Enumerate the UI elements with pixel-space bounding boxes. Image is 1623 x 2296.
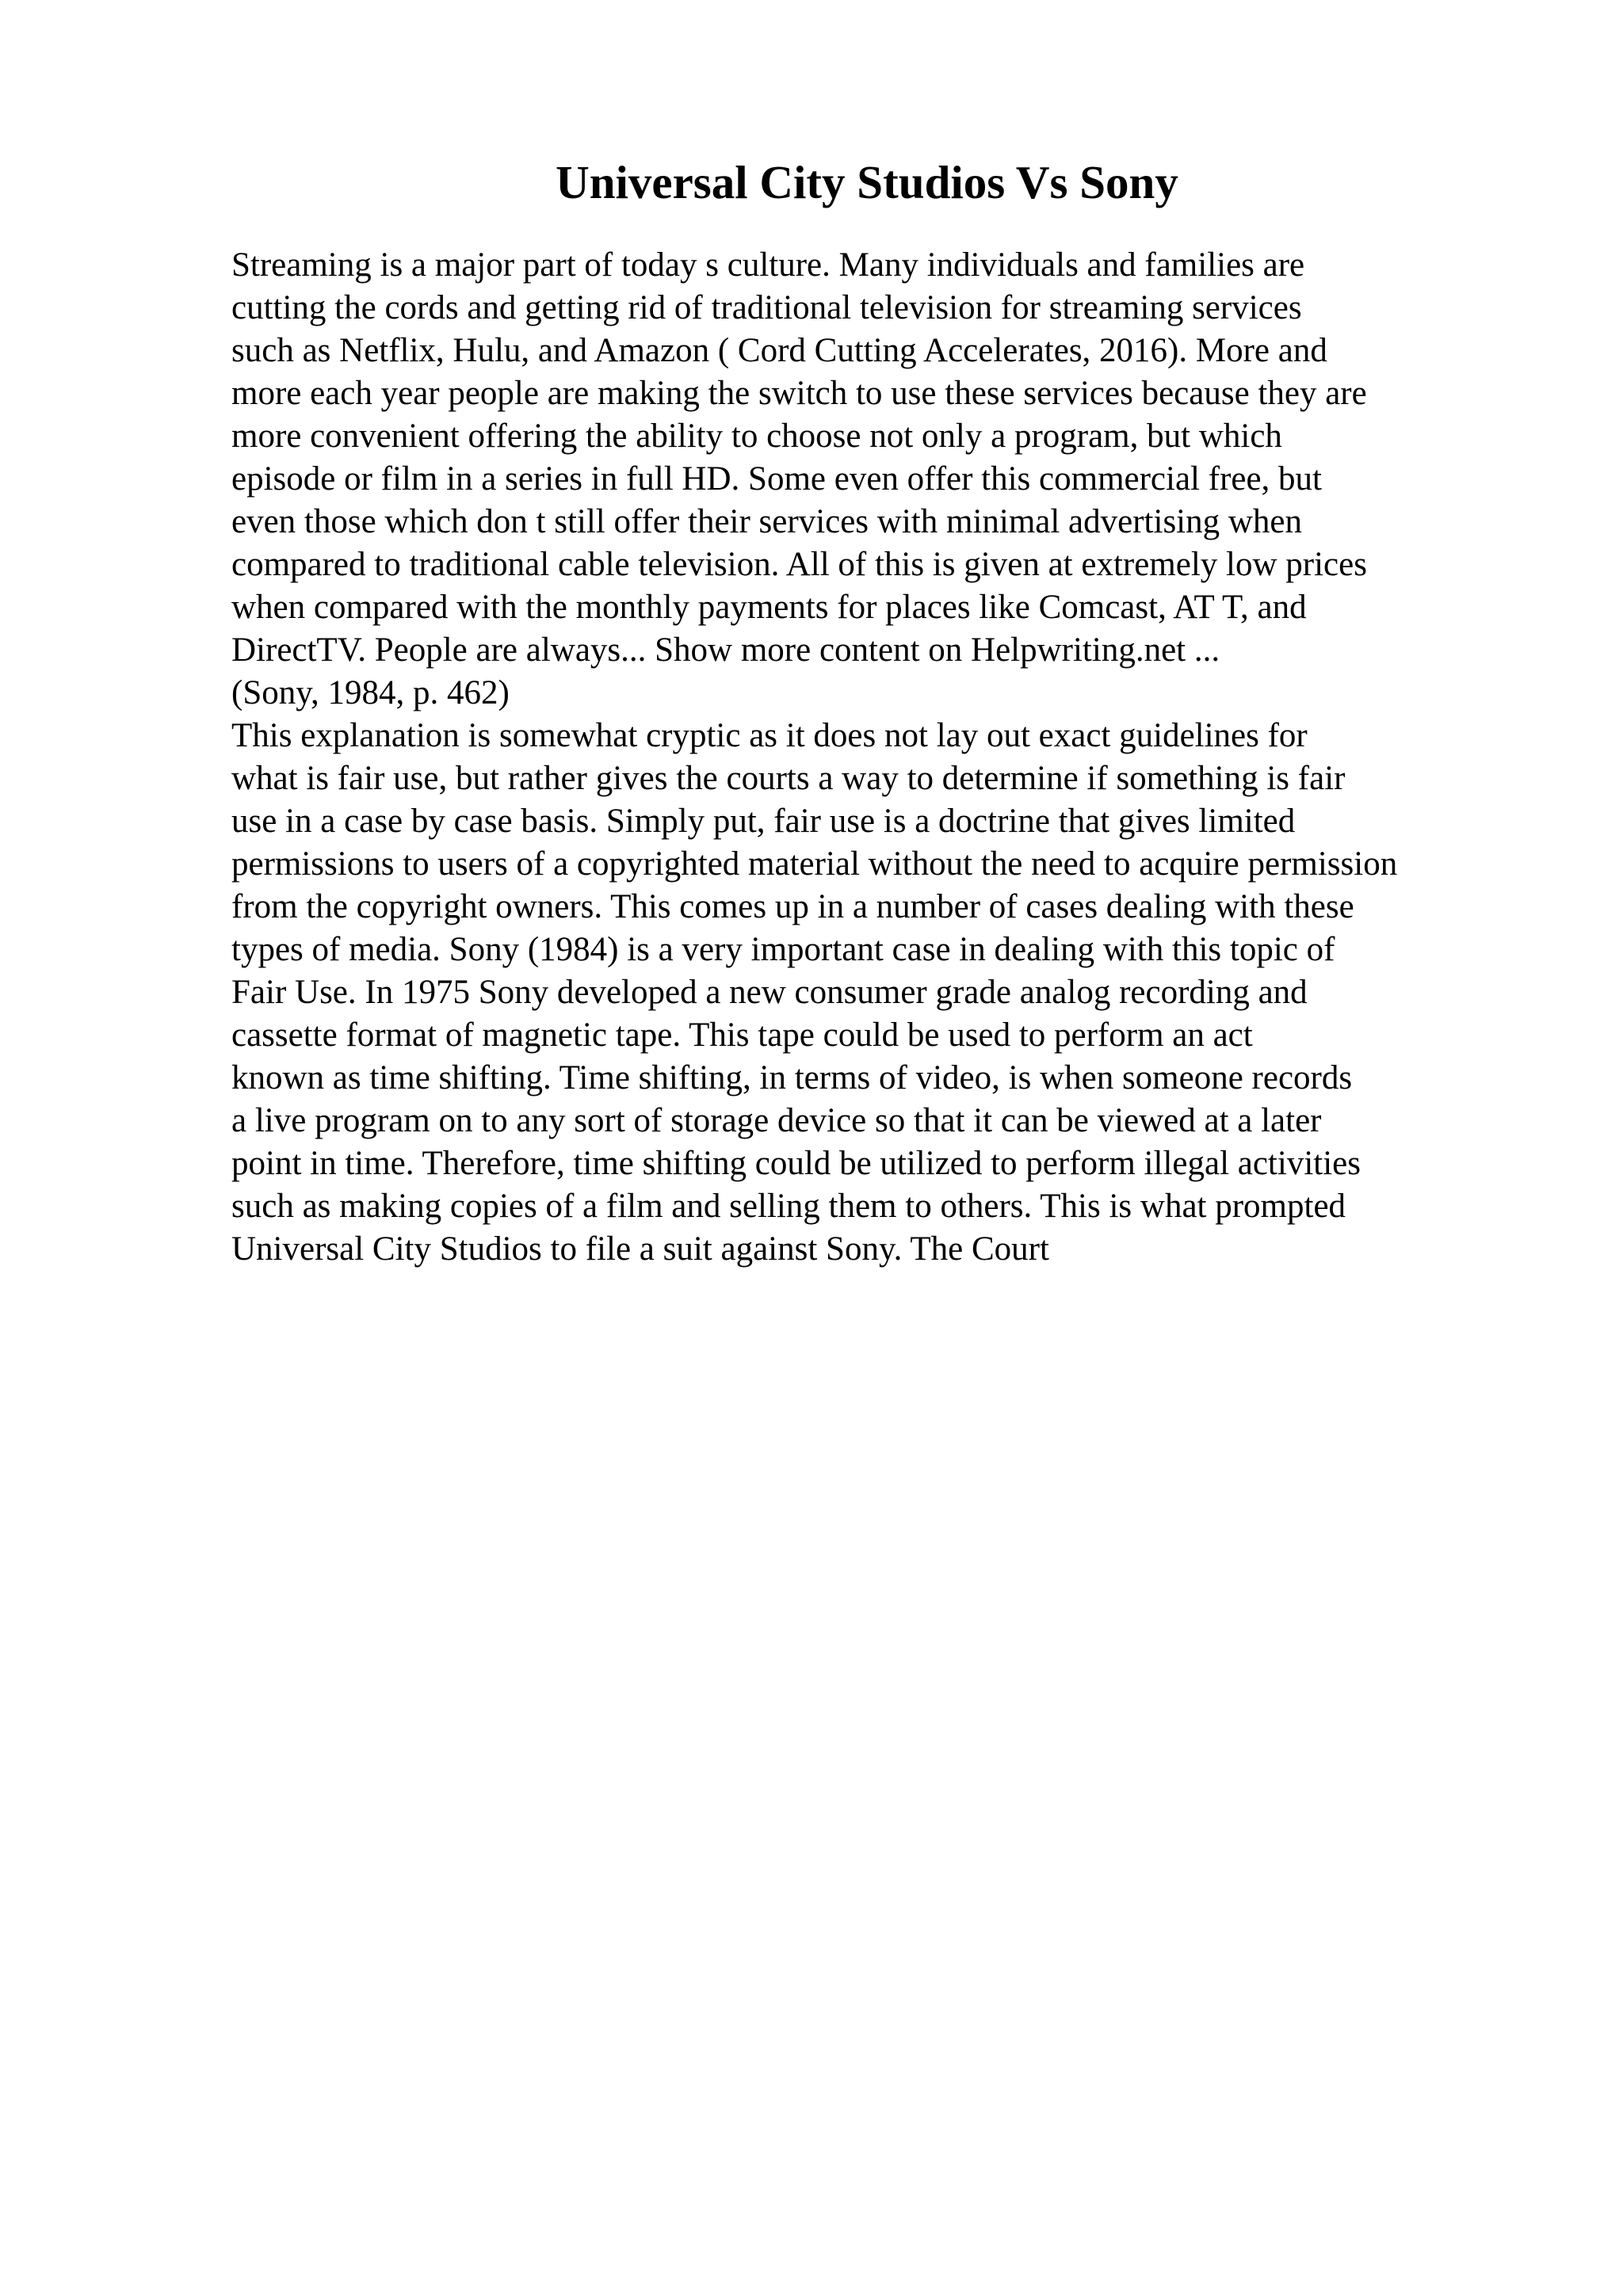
body-line: even those which don t still offer their services with minimal advertising when bbox=[231, 503, 1303, 540]
body-line: compared to traditional cable television. All of this is given at extremely low prices bbox=[231, 546, 1367, 583]
body-line: cutting the cords and getting rid of traditional television for streaming services bbox=[231, 289, 1302, 326]
body-line: when compared with the monthly payments for places like Comcast, AT T, and bbox=[231, 589, 1307, 626]
body-line: DirectTV. People are always... Show more content on Helpwriting.net ... bbox=[231, 631, 1220, 669]
body-line: episode or film in a series in full HD. Some even offer this commercial free, but bbox=[231, 460, 1322, 498]
citation-line: (Sony, 1984, p. 462) bbox=[231, 674, 510, 711]
document-title: Universal City Studios Vs Sony bbox=[556, 156, 1178, 208]
body-line: Universal City Studios to file a suit against Sony. The Court bbox=[231, 1230, 1049, 1268]
body-line: Streaming is a major part of today s culture. Many individuals and families are bbox=[231, 246, 1305, 284]
body-line: Fair Use. In 1975 Sony developed a new consumer grade analog recording and bbox=[231, 974, 1308, 1011]
body-line: such as making copies of a film and selling them to others. This is what prompted bbox=[231, 1188, 1346, 1225]
body-line: such as Netflix, Hulu, and Amazon ( Cord Cutting Accelerates, 2016). More and bbox=[231, 332, 1327, 369]
body-line: more each year people are making the switch to use these services because they are bbox=[231, 375, 1367, 412]
body-line: more convenient offering the ability to choose not only a program, but which bbox=[231, 418, 1282, 455]
body-line: from the copyright owners. This comes up in a number of cases dealing with these bbox=[231, 888, 1354, 925]
body-line: point in time. Therefore, time shifting could be utilized to perform illegal activities bbox=[231, 1145, 1361, 1182]
body-line: types of media. Sony (1984) is a very important case in dealing with this topic of bbox=[231, 931, 1335, 968]
body-line: what is fair use, but rather gives the courts a way to determine if something is fair bbox=[231, 760, 1346, 797]
document-body bbox=[231, 244, 1610, 1271]
body-line: known as time shifting. Time shifting, in terms of video, is when someone records bbox=[231, 1059, 1353, 1097]
body-line: cassette format of magnetic tape. This tape could be used to perform an act bbox=[231, 1016, 1253, 1054]
body-line: a live program on to any sort of storage device so that it can be viewed at a later bbox=[231, 1102, 1322, 1139]
body-line: This explanation is somewhat cryptic as it does not lay out exact guidelines for bbox=[231, 717, 1308, 754]
body-line: permissions to users of a copyrighted material without the need to acquire permission bbox=[231, 845, 1398, 883]
body-line: use in a case by case basis. Simply put, fair use is a doctrine that gives limited bbox=[231, 803, 1296, 840]
